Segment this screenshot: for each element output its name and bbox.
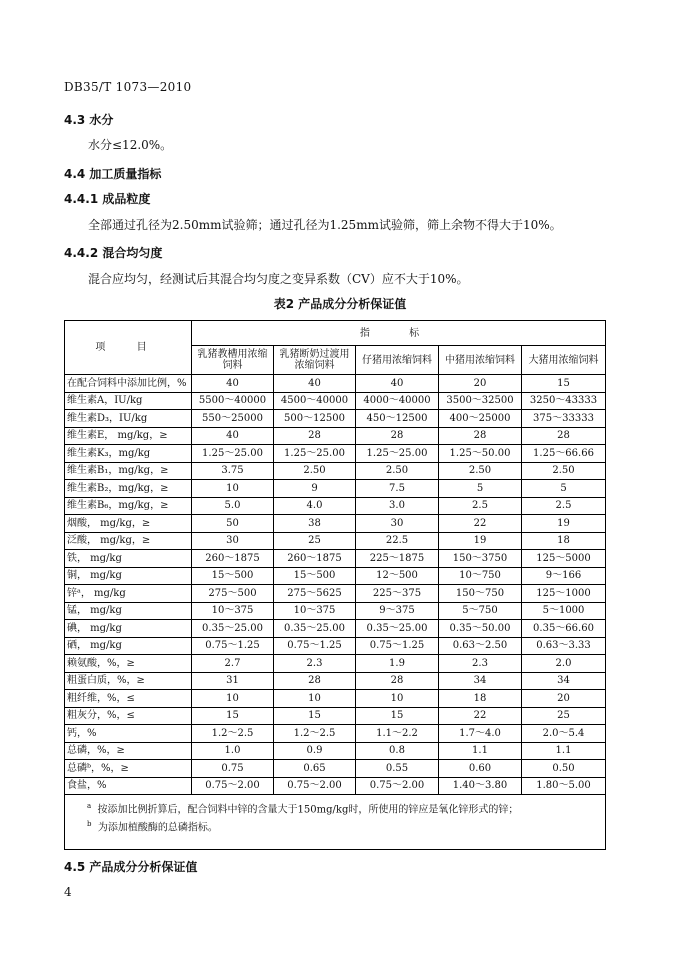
table-cell: 40: [192, 427, 274, 445]
table-cell: 0.63～2.50: [439, 637, 522, 655]
row-label: 粗灰分，%，≤: [65, 707, 192, 725]
table-caption: 表2 产品成分分析保证值: [273, 297, 407, 311]
table-cell: 0.35～50.00: [439, 620, 522, 638]
table-cell: 0.75～2.00: [274, 777, 356, 795]
table-notes-row: [65, 795, 606, 850]
table-cell: 400～25000: [439, 410, 522, 428]
table-row: [65, 585, 606, 603]
section-4-4-2-heading: 4.4.2 混合均匀度: [64, 246, 163, 260]
table-cell: 0.65: [274, 760, 356, 778]
item-header: 项 目: [65, 321, 192, 375]
table-cell: 34: [522, 672, 606, 690]
table-cell: 18: [522, 532, 606, 550]
column-header: 乳猪断奶过渡用浓缩饲料: [274, 346, 356, 375]
table-row: [65, 567, 606, 585]
table-cell: 22.5: [356, 532, 439, 550]
table-cell: 550～25000: [192, 410, 274, 428]
table-cell: 150～750: [439, 585, 522, 603]
table-cell: 1.1: [439, 742, 522, 760]
table-cell: 150～3750: [439, 550, 522, 568]
table-row: [65, 637, 606, 655]
column-header: 乳猪教槽用浓缩饲料: [192, 346, 274, 375]
table-cell: 0.75～2.00: [192, 777, 274, 795]
column-header: 中猪用浓缩饲料: [439, 346, 522, 375]
table-cell: 10～750: [439, 567, 522, 585]
table-row: [65, 742, 606, 760]
table-cell: 1.25～25.00: [274, 445, 356, 463]
section-4-5-heading: 4.5 产品成分分析保证值: [64, 860, 198, 874]
table-cell: 5500～40000: [192, 392, 274, 410]
row-label: 锰， mg/kg: [65, 602, 192, 620]
section-4-4-1-heading: 4.4.1 成品粒度: [64, 192, 151, 206]
table-cell: 5～1000: [522, 602, 606, 620]
table-cell: 1.7～4.0: [439, 725, 522, 743]
row-label: 赖氨酸，%，≥: [65, 655, 192, 673]
row-label: 维生素B₁，mg/kg，≥: [65, 462, 192, 480]
table-cell: 1.25～25.00: [356, 445, 439, 463]
index-header: 指 标: [192, 321, 606, 346]
table-cell: 10～375: [192, 602, 274, 620]
table-cell: 1.80～5.00: [522, 777, 606, 795]
table-row: [65, 777, 606, 795]
section-4-4-2-text: 混合应均匀，经测试后其混合均匀度之变异系数（CV）应不大于10%。: [88, 272, 469, 286]
table-cell: 0.55: [356, 760, 439, 778]
table-cell: 225～1875: [356, 550, 439, 568]
row-label: 总磷ᵇ，%，≥: [65, 760, 192, 778]
table-row: [65, 515, 606, 533]
row-label: 维生素E， mg/kg，≥: [65, 427, 192, 445]
table-cell: 40: [274, 375, 356, 393]
section-4-4-heading: 4.4 加工质量指标: [64, 167, 162, 181]
table-cell: 10: [192, 690, 274, 708]
table-row: [65, 375, 606, 393]
table-cell: 450～12500: [356, 410, 439, 428]
table-cell: 0.35～25.00: [356, 620, 439, 638]
table-cell: 0.75～1.25: [356, 637, 439, 655]
table-row: [65, 620, 606, 638]
table-row: [65, 392, 606, 410]
table-cell: 1.25～25.00: [192, 445, 274, 463]
table-cell: 9～166: [522, 567, 606, 585]
row-label: 铜， mg/kg: [65, 567, 192, 585]
table-row: [65, 550, 606, 568]
table-cell: 22: [439, 515, 522, 533]
row-label: 锌ᵃ， mg/kg: [65, 585, 192, 603]
table-row: [65, 532, 606, 550]
column-header: 大猪用浓缩饲料: [522, 346, 606, 375]
page-number: 4: [64, 885, 72, 899]
table-cell: 1.25～66.66: [522, 445, 606, 463]
table-cell: 1.1～2.2: [356, 725, 439, 743]
note-a-mark: a: [87, 802, 92, 810]
table-cell: 2.50: [356, 462, 439, 480]
table-cell: 9: [274, 480, 356, 498]
table-cell: 0.35～66.60: [522, 620, 606, 638]
table-cell: 2.50: [439, 462, 522, 480]
row-label: 食盐，%: [65, 777, 192, 795]
table-cell: 18: [439, 690, 522, 708]
table-cell: 0.50: [522, 760, 606, 778]
table-cell: 275～500: [192, 585, 274, 603]
table-row: [65, 725, 606, 743]
table-cell: 2.0～5.4: [522, 725, 606, 743]
table-cell: 28: [356, 672, 439, 690]
row-label: 维生素K₃，mg/kg: [65, 445, 192, 463]
table-cell: 22: [439, 707, 522, 725]
row-label: 铁， mg/kg: [65, 550, 192, 568]
table-cell: 34: [439, 672, 522, 690]
table-row: [65, 480, 606, 498]
table-notes: [65, 795, 606, 850]
table-cell: 25: [522, 707, 606, 725]
table-cell: 15: [522, 375, 606, 393]
document-header: DB35/T 1073—2010: [64, 80, 192, 94]
table-cell: 15～500: [192, 567, 274, 585]
row-label: 烟酸， mg/kg，≥: [65, 515, 192, 533]
table-cell: 0.35～25.00: [192, 620, 274, 638]
table-cell: 28: [439, 427, 522, 445]
note-a-text: 按添加比例折算后，配合饲料中锌的含量大于150mg/kg时，所使用的锌应是氧化锌形式的锌；: [97, 804, 519, 816]
table-cell: 1.2～2.5: [274, 725, 356, 743]
table-row: [65, 690, 606, 708]
table-cell: 2.50: [522, 462, 606, 480]
table-cell: 12～500: [356, 567, 439, 585]
table-cell: 0.75～1.25: [274, 637, 356, 655]
row-label: 总磷，%，≥: [65, 742, 192, 760]
table-cell: 1.9: [356, 655, 439, 673]
table-cell: 260～1875: [192, 550, 274, 568]
table-cell: 275～5625: [274, 585, 356, 603]
table-cell: 0.9: [274, 742, 356, 760]
table-cell: 125～5000: [522, 550, 606, 568]
row-label: 粗纤维，%，≤: [65, 690, 192, 708]
table-cell: 5.0: [192, 497, 274, 515]
table-cell: 1.0: [192, 742, 274, 760]
table-cell: 2.50: [274, 462, 356, 480]
table-cell: 40: [192, 375, 274, 393]
table-cell: 0.75～2.00: [356, 777, 439, 795]
table-header-row: [65, 321, 606, 346]
table-cell: 1.40～3.80: [439, 777, 522, 795]
table-row: [65, 427, 606, 445]
table-cell: 225～375: [356, 585, 439, 603]
table-cell: 2.0: [522, 655, 606, 673]
table-row: [65, 445, 606, 463]
table-cell: 10: [356, 690, 439, 708]
table-cell: 4.0: [274, 497, 356, 515]
row-label: 硒， mg/kg: [65, 637, 192, 655]
row-label: 粗蛋白质，%，≥: [65, 672, 192, 690]
table-cell: 38: [274, 515, 356, 533]
table-cell: 15～500: [274, 567, 356, 585]
column-header: 仔猪用浓缩饲料: [356, 346, 439, 375]
table-cell: 4000～40000: [356, 392, 439, 410]
table-cell: 5: [439, 480, 522, 498]
table-cell: 500～12500: [274, 410, 356, 428]
table-cell: 3250～43333: [522, 392, 606, 410]
table-cell: 2.3: [274, 655, 356, 673]
section-4-3-text: 水分≤12.0%。: [88, 138, 173, 152]
table-cell: 0.8: [356, 742, 439, 760]
note-b-mark: b: [87, 820, 92, 829]
table-cell: 30: [192, 532, 274, 550]
table-row: [65, 707, 606, 725]
table-cell: 10: [192, 480, 274, 498]
row-label: 碘， mg/kg: [65, 620, 192, 638]
table-row: [65, 462, 606, 480]
table-cell: 0.75～1.25: [192, 637, 274, 655]
table-cell: 2.5: [439, 497, 522, 515]
row-label: 泛酸， mg/kg，≥: [65, 532, 192, 550]
table-cell: 28: [274, 672, 356, 690]
table-row: [65, 760, 606, 778]
table-cell: 0.63～3.33: [522, 637, 606, 655]
table-cell: 19: [439, 532, 522, 550]
table-cell: 28: [274, 427, 356, 445]
analysis-table: [64, 320, 606, 850]
table-cell: 5: [522, 480, 606, 498]
table-cell: 2.5: [522, 497, 606, 515]
table-cell: 3.0: [356, 497, 439, 515]
table-row: [65, 672, 606, 690]
section-4-3-heading: 4.3 水分: [64, 113, 114, 127]
table-cell: 25: [274, 532, 356, 550]
table-cell: 28: [356, 427, 439, 445]
table-row: [65, 655, 606, 673]
table-row: [65, 497, 606, 515]
table-cell: 20: [522, 690, 606, 708]
table-cell: 1.25～50.00: [439, 445, 522, 463]
table-cell: 3.75: [192, 462, 274, 480]
table-cell: 20: [439, 375, 522, 393]
row-label: 维生素B₆，mg/kg，≥: [65, 497, 192, 515]
section-4-4-1-text: 全部通过孔径为2.50mm试验筛；通过孔径为1.25mm试验筛，筛上余物不得大于10%。: [88, 218, 562, 232]
table-cell: 31: [192, 672, 274, 690]
note-b: [87, 817, 583, 835]
table-cell: 10～375: [274, 602, 356, 620]
row-label: 维生素A，IU/kg: [65, 392, 192, 410]
table-cell: 15: [192, 707, 274, 725]
table-cell: 50: [192, 515, 274, 533]
row-label: 维生素B₂，mg/kg，≥: [65, 480, 192, 498]
row-label: 钙，%: [65, 725, 192, 743]
table-cell: 15: [356, 707, 439, 725]
table-cell: 9～375: [356, 602, 439, 620]
table-cell: 1.2～2.5: [192, 725, 274, 743]
table-cell: 260～1875: [274, 550, 356, 568]
table-cell: 10: [274, 690, 356, 708]
table-row: [65, 410, 606, 428]
table-cell: 3500～32500: [439, 392, 522, 410]
table-cell: 30: [356, 515, 439, 533]
table-cell: 2.7: [192, 655, 274, 673]
table-row: [65, 602, 606, 620]
row-label: 在配合饲料中添加比例，%: [65, 375, 192, 393]
row-label: 维生素D₃，IU/kg: [65, 410, 192, 428]
table-cell: 2.3: [439, 655, 522, 673]
table-cell: 40: [356, 375, 439, 393]
note-a: [87, 799, 583, 817]
table-cell: 19: [522, 515, 606, 533]
note-b-text: 为添加植酸酶的总磷指标。: [97, 822, 218, 834]
table-cell: 125～1000: [522, 585, 606, 603]
table-cell: 0.75: [192, 760, 274, 778]
table-cell: 0.35～25.00: [274, 620, 356, 638]
table-cell: 1.1: [522, 742, 606, 760]
table-cell: 7.5: [356, 480, 439, 498]
table-cell: 5～750: [439, 602, 522, 620]
table-cell: 0.60: [439, 760, 522, 778]
table-cell: 375～33333: [522, 410, 606, 428]
table-cell: 4500～40000: [274, 392, 356, 410]
table-cell: 28: [522, 427, 606, 445]
table-cell: 15: [274, 707, 356, 725]
